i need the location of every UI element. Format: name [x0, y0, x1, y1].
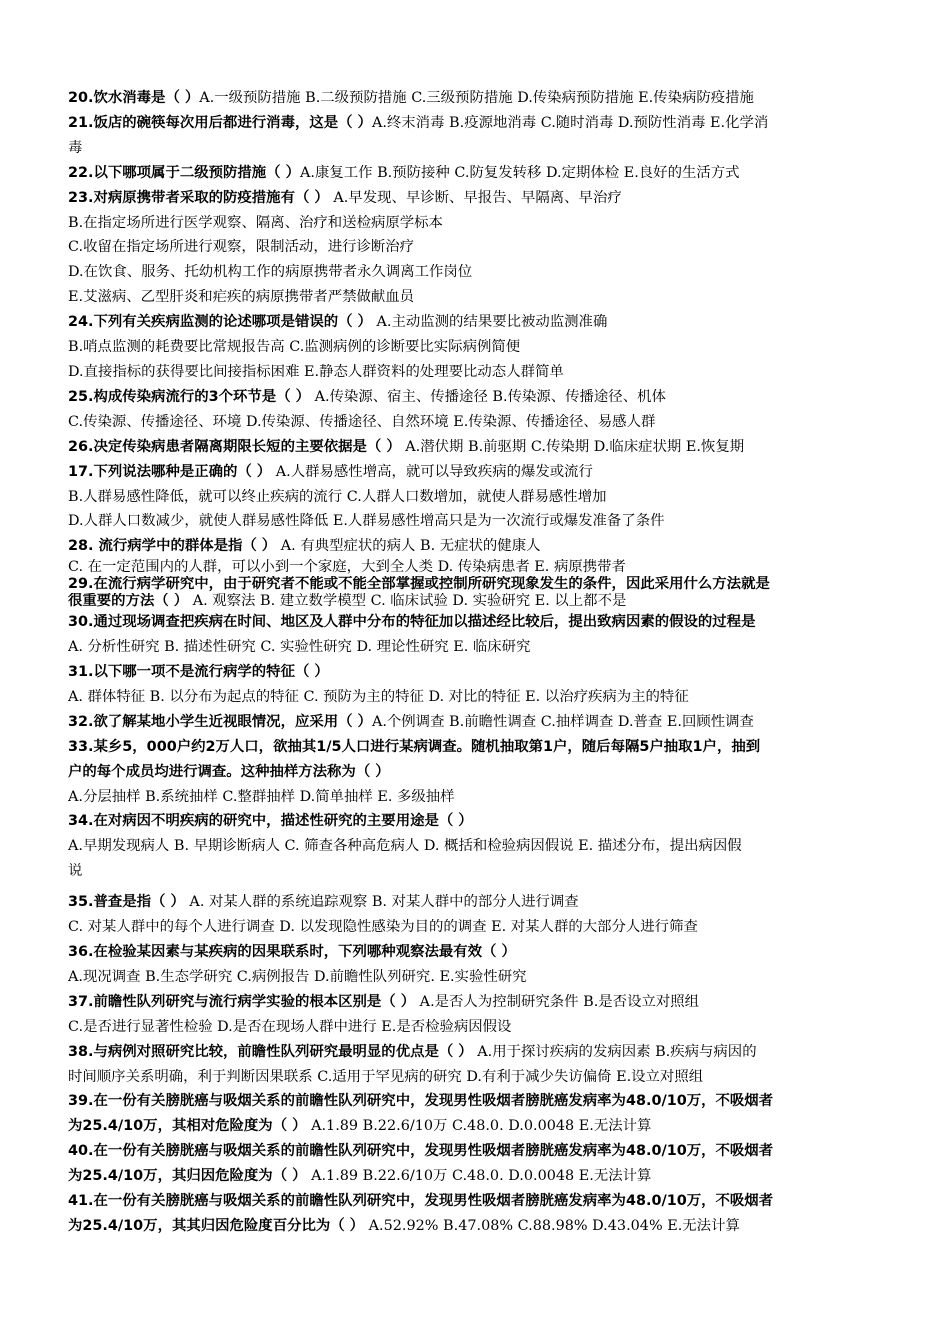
- question-line: [68, 410, 886, 435]
- question-line: [68, 1065, 886, 1090]
- answer-options: A.传染源、宿主、传播途径 B.传染源、传播途径、机体: [310, 388, 666, 405]
- question-line: [68, 509, 886, 534]
- question-line: [68, 1189, 886, 1214]
- question-line: [68, 260, 886, 285]
- question-stem: 20.饮水消毒是（ ）: [68, 90, 200, 106]
- question-line: [68, 235, 886, 260]
- question-line: [68, 485, 886, 510]
- answer-options: A. 有典型症状的病人 B. 无症状的健康人: [276, 538, 541, 555]
- answer-options: C. 在一定范围内的人群，可以小到一个家庭，大到全人类 D. 传染病患者 E. 病原携带者: [68, 559, 626, 576]
- question-line: [68, 1015, 886, 1040]
- answer-options: A.一级预防措施 B.二级预防措施 C.三级预防措施 D.传染病预防措施 E.传染病防疫措施: [199, 90, 754, 106]
- answer-options: A.康复工作 B.预防接种 C.防复发转移 D.定期体检 E.良好的生活方式: [299, 164, 740, 181]
- question-line: [68, 760, 886, 785]
- question-line: [68, 915, 886, 940]
- question-line: [68, 460, 886, 485]
- answer-options: E.艾滋病、乙型肝炎和疟疾的病原携带者严禁做献血员: [68, 289, 415, 306]
- answer-options: A.主动监测的结果要比被动监测准确: [371, 314, 608, 331]
- answer-options: D.人群人口数减少，就使人群易感性降低 E.人群易感性增高只是为一次流行或爆发准备了条件: [68, 513, 665, 530]
- question-line: [68, 111, 886, 136]
- question-line: [68, 940, 886, 965]
- question-line: [68, 1040, 886, 1065]
- question-stem: 17.下列说法哪种是正确的（ ）: [68, 463, 272, 480]
- question-stem: 很重要的方法（ ）: [68, 593, 189, 610]
- question-line: [68, 990, 886, 1015]
- question-line: [68, 965, 886, 990]
- answer-options: A.分层抽样 B.系统抽样 C.整群抽样 D.简单抽样 E. 多级抽样: [68, 788, 455, 805]
- question-line: [68, 1114, 886, 1139]
- question-stem: 28. 流行病学中的群体是指（ ）: [68, 538, 277, 555]
- question-line: [68, 1089, 886, 1114]
- question-stem: 31.以下哪一项不是流行病学的特征（ ）: [68, 664, 329, 681]
- question-stem: 24.下列有关疾病监测的论述哪项是错误的（ ）: [68, 314, 372, 331]
- question-stem: 21.饭店的碗筷每次用后都进行消毒，这是（ ）: [68, 114, 372, 131]
- answer-options: C.传染源、传播途径、环境 D.传染源、传播途径、自然环境 E.传染源、传播途径、易感人群: [68, 413, 656, 430]
- question-line: [68, 890, 886, 915]
- answer-options: A.1.89 B.22.6/10万 C.48.0. D.0.0048 E.无法计算: [306, 1168, 652, 1185]
- answer-options: C. 对某人群中的每个人进行调查 D. 以发现隐性感染为目的的调查 E. 对某人群的大部分人进行筛查: [68, 919, 698, 936]
- answer-options: A.早发现、早诊断、早报告、早隔离、早治疗: [328, 189, 622, 206]
- question-line: [68, 834, 886, 859]
- question-line: [68, 710, 886, 735]
- question-line: [68, 809, 886, 834]
- question-stem: 30.通过现场调查把疾病在时间、地区及人群中分布的特征加以描述经比较后，提出致病因素的假设的过程是: [68, 614, 756, 631]
- answer-options: C.收留在指定场所进行观察，限制活动，进行诊断治疗: [68, 239, 415, 256]
- question-line: [68, 285, 886, 310]
- answer-options: A.52.92% B.47.08% C.88.98% D.43.04% E.无法计算: [364, 1217, 740, 1234]
- answer-options: A.个例调查 B.前瞻性调查 C.抽样调查 D.普查 E.回顾性调查: [371, 713, 754, 730]
- answer-options: A.早期发现病人 B. 早期诊断病人 C. 筛查各种高危病人 D. 概括和检验病因假说 E. 描述分布，提出病因假: [68, 838, 742, 855]
- question-line: [68, 735, 886, 760]
- answer-options: A.终末消毒 B.疫源地消毒 C.随时消毒 D.预防性消毒 E.化学消: [371, 114, 769, 131]
- question-line: [68, 385, 886, 410]
- answer-options: 时间顺序关系明确，利于判断因果联系 C.适用于罕见病的研究 D.有利于减少失访偏倚 E.设立对照组: [68, 1068, 704, 1085]
- question-line: [68, 576, 886, 593]
- question-stem: 25.构成传染病流行的3个环节是（ ）: [68, 388, 310, 405]
- exam-page: [68, 86, 886, 1239]
- question-line: [68, 136, 886, 161]
- question-stem: 22.以下哪项属于二级预防措施（ ）: [68, 164, 300, 181]
- answer-options: A.1.89 B.22.6/10万 C.48.0. D.0.0048 E.无法计算: [306, 1118, 652, 1135]
- question-stem: 36.在检验某因素与某疾病的因果联系时，下列哪种观察法最有效（ ）: [68, 944, 516, 960]
- question-stem: 为25.4/10万，其其归因危险度百分比为（ ）: [68, 1217, 365, 1234]
- question-line: [68, 660, 886, 685]
- question-stem: 39.在一份有关膀胱癌与吸烟关系的前瞻性队列研究中，发现男性吸烟者膀胱癌发病率为48.0/10万，不吸烟者: [68, 1093, 774, 1110]
- question-line: [68, 859, 886, 884]
- answer-options: A.人群易感性增高，就可以导致疾病的爆发或流行: [271, 463, 593, 480]
- answer-options: A.是否人为控制研究条件 B.是否设立对照组: [415, 993, 700, 1010]
- question-stem: 38.与病例对照研究比较，前瞻性队列研究最明显的优点是（ ）: [68, 1043, 473, 1060]
- question-line: [68, 685, 886, 710]
- answer-options: A.潜伏期 B.前驱期 C.传染期 D.临床症状期 E.恢复期: [400, 438, 745, 455]
- question-stem: 29.在流行病学研究中，由于研究者不能或不能全部掌握或控制所研究现象发生的条件，因此采用什么方法就是: [68, 576, 770, 593]
- question-stem: 为25.4/10万，其归因危险度为（ ）: [68, 1168, 307, 1185]
- question-line: [68, 559, 886, 576]
- question-line: [68, 435, 886, 460]
- question-line: [68, 635, 886, 660]
- answer-options: B.在指定场所进行医学观察、隔离、治疗和送检病原学标本: [68, 214, 443, 231]
- answer-options: A. 分析性研究 B. 描述性研究 C. 实验性研究 D. 理论性研究 E. 临床研究: [68, 639, 531, 656]
- question-stem: 26.决定传染病患者隔离期限长短的主要依据是（ ）: [68, 438, 401, 455]
- question-stem: 23.对病原携带者采取的防疫措施有（ ）: [68, 189, 329, 206]
- answer-options: A. 观察法 B. 建立数学模型 C. 临床试验 D. 实验研究 E. 以上都不是: [188, 593, 627, 610]
- question-line: [68, 1164, 886, 1189]
- question-line: [68, 211, 886, 236]
- question-line: [68, 534, 886, 559]
- answer-options: B.人群易感性降低，就可以终止疾病的流行 C.人群人口数增加，就使人群易感性增加: [68, 488, 607, 505]
- answer-options: A.用于探讨疾病的发病因素 B.疾病与病因的: [472, 1043, 757, 1060]
- answer-options: 说: [68, 863, 83, 880]
- answer-options: A. 群体特征 B. 以分布为起点的特征 C. 预防为主的特征 D. 对比的特征 E. 以治疗疾病为主的特征: [68, 688, 689, 705]
- question-line: [68, 186, 886, 211]
- question-stem: 户的每个成员均进行调查。这种抽样方法称为（ ）: [68, 763, 390, 780]
- answer-options: 毒: [68, 139, 83, 156]
- answer-options: A. 对某人群的系统追踪观察 B. 对某人群中的部分人进行调查: [184, 894, 579, 911]
- question-stem: 40.在一份有关膀胱癌与吸烟关系的前瞻性队列研究中，发现男性吸烟者膀胱癌发病率为48.0/10万，不吸烟者: [68, 1143, 774, 1160]
- question-stem: 37.前瞻性队列研究与流行病学实验的根本区别是（ ）: [68, 993, 416, 1010]
- question-line: [68, 360, 886, 385]
- question-stem: 35.普查是指（ ）: [68, 894, 185, 911]
- question-line: [68, 310, 886, 335]
- answer-options: D.在饮食、服务、托幼机构工作的病原携带者永久调离工作岗位: [68, 264, 473, 281]
- question-stem: 为25.4/10万，其相对危险度为（ ）: [68, 1118, 307, 1135]
- question-line: [68, 785, 886, 810]
- question-stem: 34.在对病因不明疾病的研究中，描述性研究的主要用途是（ ）: [68, 813, 473, 830]
- question-line: [68, 1214, 886, 1239]
- question-stem: 32.欲了解某地小学生近视眼情况，应采用（ ）: [68, 713, 372, 730]
- answer-options: A.现况调查 B.生态学研究 C.病例报告 D.前瞻性队列研究. E.实验性研究: [68, 968, 527, 985]
- question-line: [68, 610, 886, 635]
- question-line: [68, 335, 886, 360]
- answer-options: D.直接指标的获得要比间接指标困难 E.静态人群资料的处理要比动态人群简单: [68, 363, 564, 380]
- question-stem: 41.在一份有关膀胱癌与吸烟关系的前瞻性队列研究中，发现男性吸烟者膀胱癌发病率为48.0/10万，不吸烟者: [68, 1193, 774, 1210]
- answer-options: B.哨点监测的耗费要比常规报告高 C.监测病例的诊断要比实际病例简便: [68, 339, 521, 356]
- question-line: [68, 593, 886, 610]
- question-line: [68, 1139, 886, 1164]
- question-line: [68, 161, 886, 186]
- question-line: [68, 86, 886, 111]
- question-stem: 33.某乡5，000户约2万人口，欲抽其1/5人口进行某病调查。随机抽取第1户，随后每隔5户抽取1户，抽到: [68, 738, 761, 755]
- answer-options: C.是否进行显著性检验 D.是否在现场人群中进行 E.是否检验病因假设: [68, 1018, 512, 1035]
